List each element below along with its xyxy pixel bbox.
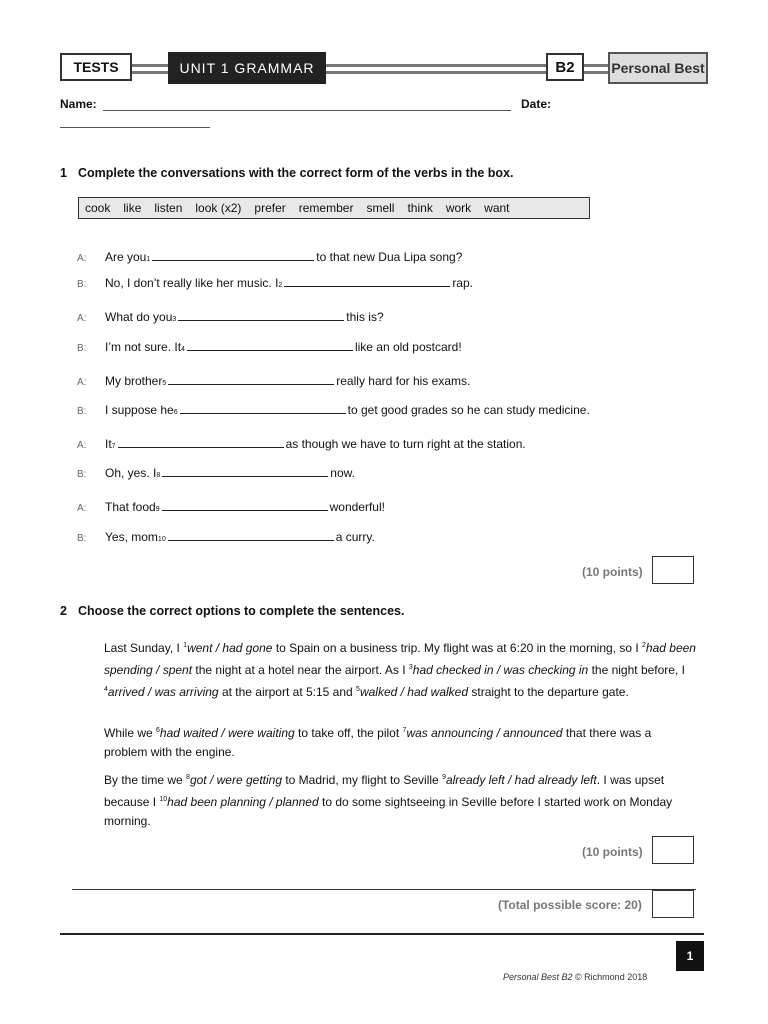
line-text-after: now. — [330, 466, 355, 480]
dialogue-line — [77, 373, 470, 388]
line-text-after: a curry. — [335, 530, 375, 544]
option-choice[interactable]: had checked in / was checking in — [412, 663, 589, 677]
para-text: to Madrid, my flight to Seville — [282, 773, 443, 787]
line-text-before: I’m not sure. It — [105, 340, 182, 354]
gap-number: 8 — [186, 774, 190, 781]
word-item: listen — [154, 201, 183, 215]
line-text-after: rap. — [452, 276, 473, 290]
line-text-before: My brother — [105, 374, 163, 388]
gap-number: 6 — [156, 727, 160, 734]
line-text-before: Yes, mom — [105, 530, 158, 544]
copyright-text: © Richmond 2018 — [572, 972, 648, 982]
speaker-label: B: — [77, 469, 87, 480]
dialogue-line — [77, 436, 526, 451]
word-item: prefer — [254, 201, 286, 215]
line-text-before: It — [105, 437, 112, 451]
word-item: want — [484, 201, 510, 215]
answer-blank[interactable] — [168, 529, 334, 541]
para-text: the night at a hotel near the airport. As I — [192, 663, 409, 677]
paragraph — [104, 721, 696, 762]
question-instruction: Complete the conversations with the correct form of the verbs in the box. — [78, 166, 514, 180]
footer-credit — [503, 972, 647, 982]
gap-number: 1 — [183, 642, 188, 649]
dialogue-line — [77, 249, 462, 264]
dialogue-line — [77, 529, 375, 544]
line-text-before: What do you — [105, 310, 173, 324]
para-text: By the time we — [104, 773, 187, 787]
word-item: think — [407, 201, 433, 215]
answer-blank[interactable] — [168, 373, 334, 385]
option-choice[interactable]: had been spending / spent — [104, 641, 696, 677]
answer-blank[interactable] — [162, 499, 328, 511]
level-badge: B2 — [546, 53, 584, 81]
paragraph — [104, 636, 696, 702]
gap-number: 4 — [181, 346, 185, 353]
speaker-label: A: — [77, 503, 87, 514]
para-text: at the airport at 5:15 and — [218, 685, 357, 699]
line-text-after: to get good grades so he can study medicine. — [347, 403, 590, 417]
gap-number: 7 — [111, 443, 116, 450]
gap-number: 5 — [162, 380, 167, 387]
answer-blank[interactable] — [118, 436, 284, 448]
speaker-label: B: — [77, 406, 87, 417]
gap-number: 10 — [157, 536, 166, 543]
gap-number: 7 — [402, 727, 407, 734]
dialogue-line — [77, 275, 473, 290]
word-item: smell — [366, 201, 395, 215]
header-rule — [132, 64, 168, 67]
word-item: work — [445, 201, 472, 215]
dialogue-line — [77, 499, 385, 514]
speaker-label: A: — [77, 253, 87, 264]
gap-number: 2 — [642, 642, 646, 649]
speaker-label: B: — [77, 279, 87, 290]
name-field[interactable] — [103, 110, 511, 111]
date-field[interactable] — [60, 127, 210, 128]
para-text: to Spain on a business trip. My flight was at 6:20 in the morning, so I — [272, 641, 643, 655]
footer-divider — [60, 933, 704, 935]
answer-blank[interactable] — [187, 339, 353, 351]
para-text: . I was upset because I — [104, 773, 665, 809]
gap-number: 1 — [146, 256, 151, 263]
total-divider — [72, 889, 696, 890]
para-text: the night before, I — [588, 663, 685, 677]
score-box[interactable] — [652, 556, 694, 584]
question-2-heading — [60, 604, 404, 618]
total-score-label: (Total possible score: 20) — [498, 898, 642, 912]
question-number: 2 — [60, 604, 67, 618]
line-text-before: That food — [105, 500, 156, 514]
dialogue-line — [77, 402, 590, 417]
line-text-before: No, I don’t really like her music. I — [105, 276, 279, 290]
gap-number: 4 — [104, 686, 108, 693]
header-rule — [584, 71, 608, 74]
header-rule — [132, 71, 168, 74]
line-text-before: Are you — [105, 250, 147, 264]
header-rule — [326, 64, 546, 67]
option-choice[interactable]: went / had gone — [187, 641, 273, 655]
question-instruction: Choose the correct options to complete the sentences. — [78, 604, 405, 618]
line-text-after: really hard for his exams. — [336, 374, 471, 388]
score-box[interactable] — [652, 836, 694, 864]
option-choice[interactable]: got / were getting — [189, 773, 282, 787]
question-1-heading — [60, 166, 514, 180]
gap-number: 9 — [442, 774, 446, 781]
answer-blank[interactable] — [162, 465, 328, 477]
para-text: straight to the departure gate. — [468, 685, 629, 699]
speaker-label: A: — [77, 377, 87, 388]
answer-blank[interactable] — [178, 309, 344, 321]
gap-number: 9 — [155, 506, 160, 513]
dialogue-line — [77, 465, 355, 480]
question-number: 1 — [60, 166, 67, 180]
paragraph — [104, 768, 696, 831]
gap-number: 3 — [408, 664, 413, 671]
name-label: Name: — [60, 97, 97, 111]
word-item: remember — [298, 201, 354, 215]
word-item: like — [123, 201, 142, 215]
answer-blank[interactable] — [152, 249, 314, 261]
option-choice[interactable]: arrived / was arriving — [107, 685, 219, 699]
word-item: look (x2) — [195, 201, 242, 215]
gap-number: 6 — [173, 409, 178, 416]
points-label: (10 points) — [582, 565, 643, 579]
line-text-before: I suppose he — [105, 403, 174, 417]
gap-number: 2 — [278, 282, 283, 289]
word-item: cook — [85, 201, 111, 215]
para-text: While we — [104, 726, 157, 740]
brand-logo: Personal Best — [608, 52, 708, 84]
para-text: Last Sunday, I — [104, 641, 184, 655]
book-title: Personal Best B2 — [503, 972, 573, 982]
unit-title: UNIT 1 GRAMMAR — [168, 52, 326, 84]
page-number: 1 — [676, 941, 704, 971]
word-box — [78, 197, 590, 219]
line-text-after: this is? — [346, 310, 384, 324]
gap-number: 10 — [159, 796, 168, 803]
header-rule — [584, 64, 608, 67]
speaker-label: B: — [77, 533, 87, 544]
speaker-label: B: — [77, 343, 87, 354]
option-choice[interactable]: walked / had walked — [359, 685, 469, 699]
points-label: (10 points) — [582, 845, 643, 859]
para-text: to do some sightseeing in Seville before I started work on Monday morning. — [104, 795, 673, 828]
gap-number: 8 — [156, 472, 161, 479]
gap-number: 5 — [356, 686, 360, 693]
total-score-box[interactable] — [652, 890, 694, 918]
line-text-after: wonderful! — [329, 500, 385, 514]
para-text: to take off, the pilot — [294, 726, 403, 740]
option-choice[interactable]: had been planning / planned — [167, 795, 319, 809]
dialogue-line — [77, 309, 384, 324]
dialogue-line — [77, 339, 462, 354]
speaker-label: A: — [77, 313, 87, 324]
line-text-after: to that new Dua Lipa song? — [316, 250, 463, 264]
date-label: Date: — [521, 97, 552, 111]
header-rule — [326, 71, 546, 74]
speaker-label: A: — [77, 440, 87, 451]
gap-number: 3 — [172, 316, 177, 323]
answer-blank[interactable] — [180, 402, 346, 414]
para-text: that there was a problem with the engine. — [104, 726, 652, 759]
option-choice[interactable]: already left / had already left — [445, 773, 597, 787]
line-text-after: as though we have to turn right at the station. — [285, 437, 526, 451]
line-text-after: like an old postcard! — [354, 340, 462, 354]
option-choice[interactable]: had waited / were waiting — [159, 726, 295, 740]
line-text-before: Oh, yes. I — [105, 466, 157, 480]
tests-label: TESTS — [60, 53, 132, 81]
option-choice[interactable]: was announcing / announced — [406, 726, 563, 740]
answer-blank[interactable] — [284, 275, 450, 287]
